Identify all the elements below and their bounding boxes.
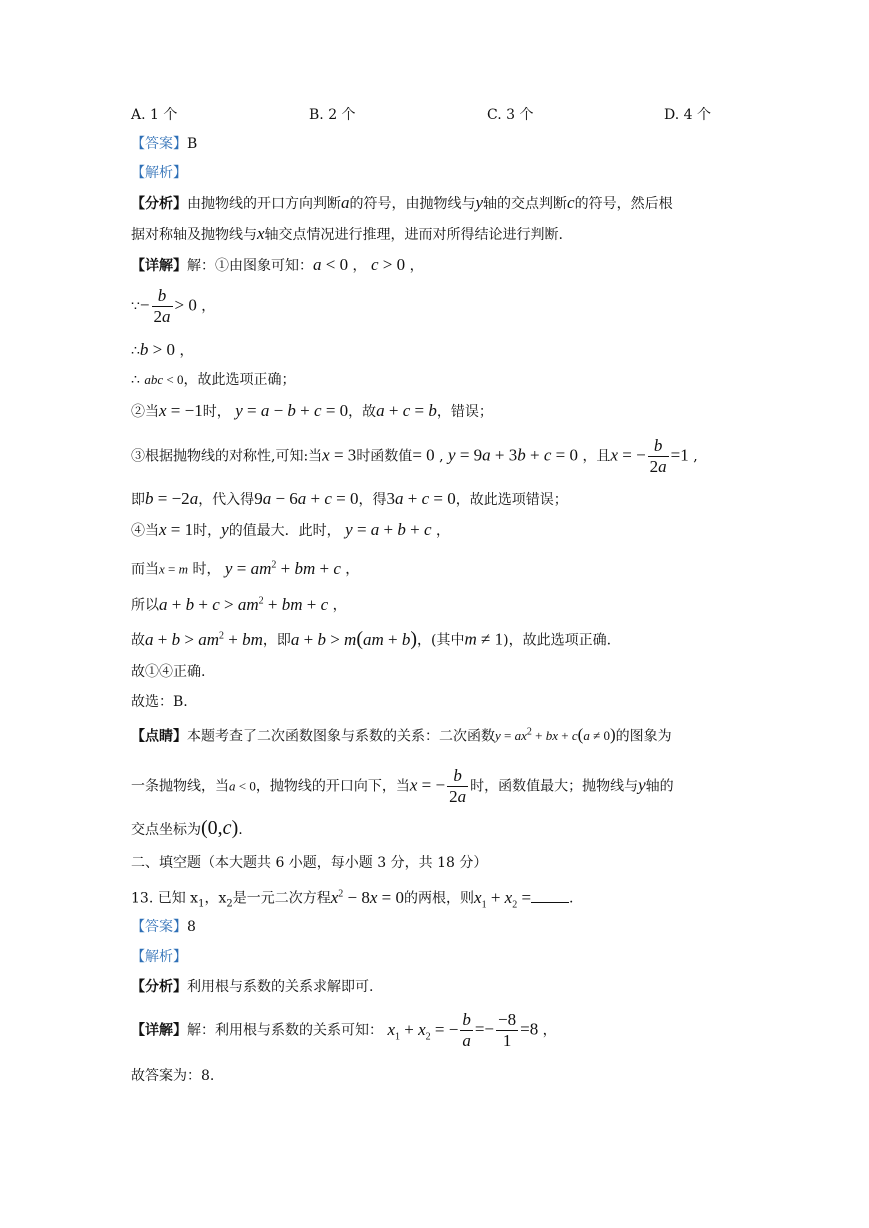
detail-line-4: ∴ abc < 0，故此选项正确； bbox=[131, 372, 296, 388]
fenxi-line-2: 据对称轴及抛物线与x轴交点情况进行推理，进而对所得结论进行判断. bbox=[131, 224, 563, 243]
option-b: B. 2 个 bbox=[309, 107, 356, 123]
q13-analysis-tag: 【解析】 bbox=[131, 949, 187, 965]
detail-line-9: 而当x = m 时， $y = am^2$ + bm + c ， bbox=[131, 558, 360, 578]
detail-line-8: ④当x = 1时，y的值最大．此时， y = a + b + c ， bbox=[131, 520, 450, 539]
dianjing-line-2: 一条抛物线，当a < 0，抛物线的开口向下，当x = − $\frac{b}{2a}$ 时，函数值最大；抛物线与y轴的 bbox=[131, 766, 674, 806]
answer-tag: 【答案】 bbox=[131, 136, 187, 152]
section-heading: 二、填空题（本大题共 6 小题，每小题 3 分，共 18 分） bbox=[131, 855, 488, 871]
detail-line-5: ②当x = −1时， y = a − b + c = 0，故a + c = b，错误； bbox=[131, 401, 493, 420]
detail-line-2: ∵− $\frac{b}{2a}$ > 0 ， bbox=[131, 286, 216, 326]
option-d: D. 4 个 bbox=[664, 107, 711, 123]
analysis-tag: 【解析】 bbox=[131, 165, 187, 181]
q13-answer-line: 【答案】8 bbox=[131, 919, 196, 935]
q13-fenxi: 【分析】利用根与系数的关系求解即可. bbox=[131, 979, 374, 995]
dianjing-line-3: 交点坐标为(0,c). bbox=[131, 817, 243, 839]
answer-value: B bbox=[187, 136, 198, 152]
detail-line-3: ∴b > 0 ， bbox=[131, 340, 194, 359]
q13-line: 13. 已知 $x_1$，$x_2$是一元二次方程$x^2 - 8x = 0$的两根，则$x_1 + x_2$ = . bbox=[131, 887, 574, 911]
fenxi-line-1: 【分析】由抛物线的开口方向判断a的符号，由抛物线与y轴的交点判断c的符号，然后根 bbox=[131, 193, 673, 212]
conclusion-line: 故①④正确. bbox=[131, 664, 206, 680]
detail-line-7: 即b = −2a，代入得9a − 6a + c = 0，得3a + c = 0，故此选项错误； bbox=[131, 489, 568, 508]
dianjing-line-1: 【点睛】本题考查了二次函数图象与系数的关系：二次函数$y = ax^2$ + bx + c(a ≠ 0)的图象为 bbox=[131, 725, 672, 745]
q13-detail: 【详解】解：利用根与系数的关系可知： $x_1 + x_2$ = − $\frac{b}{a}$ =− $\frac{-8}{1}$ =8 ， bbox=[131, 1010, 557, 1050]
q13-final: 故答案为：8. bbox=[131, 1068, 215, 1084]
detail-line-11: 故$a + b > am^2$ + bm，即a + b > m(am + b)，(其中m ≠ 1)，故此选项正确. bbox=[131, 627, 612, 650]
detail-line-1: 【详解】解：①由图象可知：a < 0 ， c > 0 ， bbox=[131, 255, 424, 274]
option-c: C. 3 个 bbox=[487, 107, 534, 123]
answer-line bbox=[131, 134, 197, 154]
answer-blank bbox=[531, 888, 569, 903]
choose-line: 故选：B. bbox=[131, 694, 188, 710]
option-a: A. 1 个 bbox=[131, 107, 178, 123]
detail-line-10: 所以$a + b + c > am^2$ + bm + c ， bbox=[131, 594, 347, 614]
detail-line-6: ③根据抛物线的对称性,可知:当x = 3时函数值= 0 , y = 9a + 3b + c = 0 ，且x = − $\frac{b}{2a}$ =1 , bbox=[131, 436, 698, 476]
